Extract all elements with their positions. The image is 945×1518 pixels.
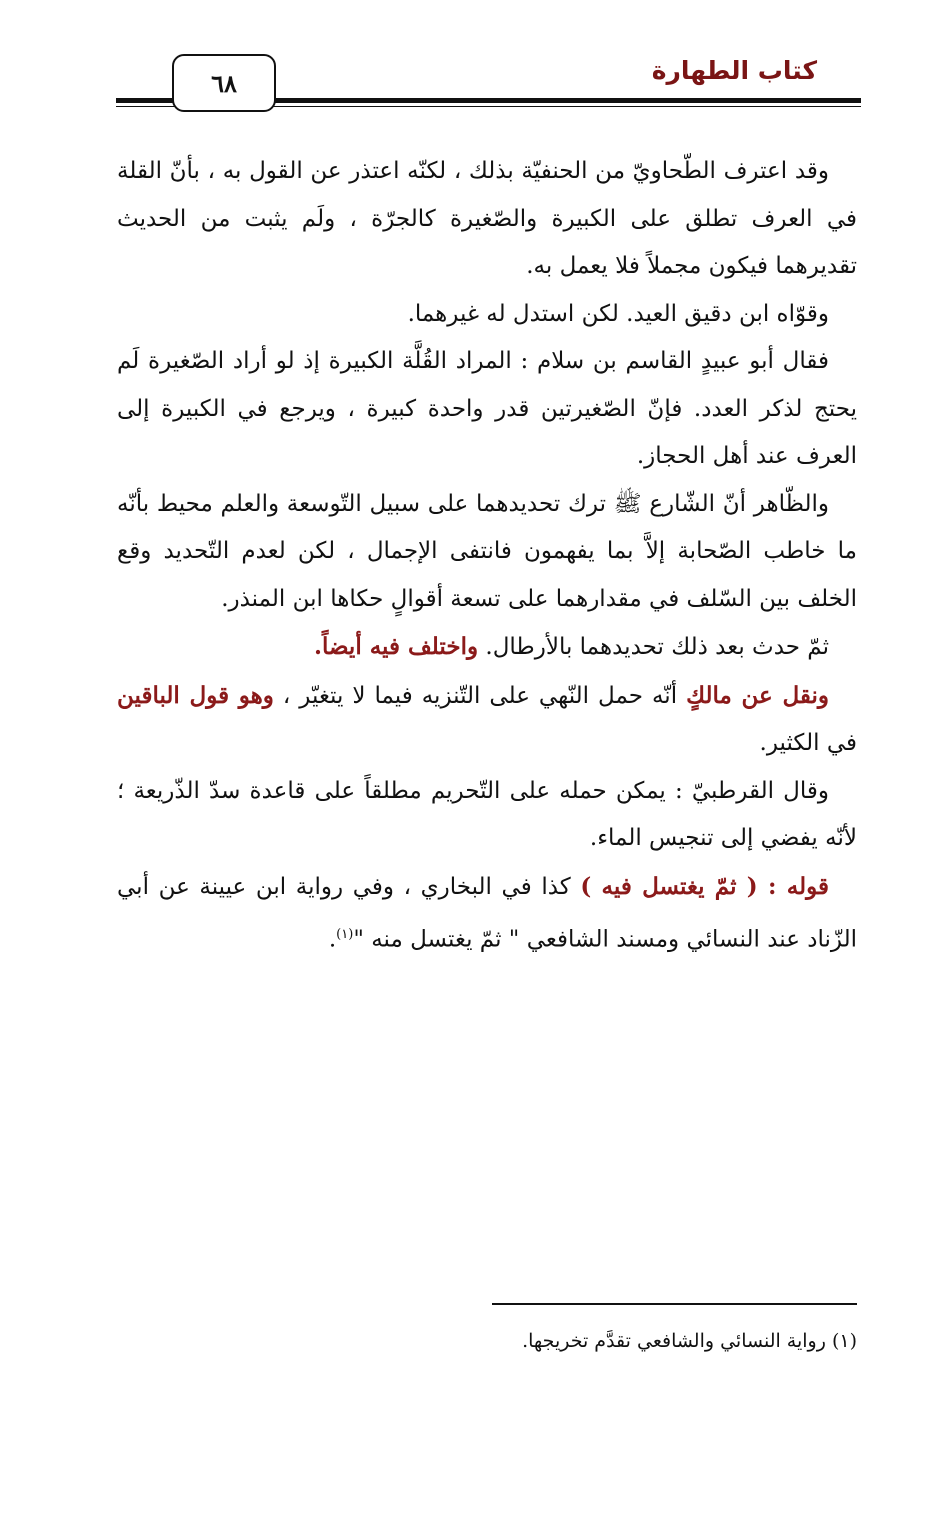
paragraph: وقوّاه ابن دقيق العيد. لكن استدل له غيرهما. (407, 300, 829, 327)
footnote-marker: (١) (336, 927, 354, 942)
plain-text: كذا في البخاري ، وفي رواية ابن عيينة عن أبي الزّناد عند النسائي ومسند الشافعي " ثمّ يغتسل منه " (117, 873, 857, 953)
highlighted-text: ونقل عن مالكٍ (686, 681, 830, 709)
highlighted-text: وهو قول الباقين (117, 681, 274, 709)
paragraph: وقد اعترف الطّحاويّ من الحنفيّة بذلك ، لكنّه اعتذر عن القول به ، بأنّ القلة في العرف تطلق على الكبيرة والصّغيرة كالجرّة ، ولَم يثبت من الحديث تقديرهما فيكون مجملاً فلا يعمل به. (117, 158, 857, 279)
plain-text: أنّه حمل النّهي على التّنزيه فيما لا يتغيّر ، (282, 682, 678, 709)
plain-text: ثمّ حدث بعد ذلك تحديدهما بالأرطال. (485, 634, 829, 660)
paragraph: فقال أبو عبيدٍ القاسم بن سلام : المراد القُلَّة الكبيرة إذ لو أراد الصّغيرة لَم يحتج لذكر العدد. فإنّ الصّغيرتين قدر واحدة كبيرة ، ويرجع في الكبيرة إلى العرف عند أهل الحجاز. (117, 348, 857, 469)
plain-text: . (328, 926, 337, 953)
plain-text: في الكثير. (759, 730, 857, 756)
chapter-title: كتاب الطهارة (651, 56, 817, 85)
paragraph (117, 863, 857, 965)
footnote-separator (492, 1303, 857, 1305)
paragraph (117, 623, 857, 672)
paragraph: والظّاهر أنّ الشّارع ﷺ ترك تحديدهما على سبيل التّوسعة والعلم محيط بأنّه ما خاطب الصّحابة إلاَّ بما يفهمون فانتفى الإجمال ، لكن لعدم التّحديد وقع الخلف بين السّلف في مقدارهما على تسعة أقوالٍ حكاها ابن المنذر. (117, 490, 857, 612)
highlighted-text: واختلف فيه أيضاً. (313, 633, 479, 660)
page-number: ٦٨ (172, 54, 276, 112)
footnote: (١) رواية النسائي والشافعي تقدَّم تخريجها. (522, 1330, 857, 1352)
page-header (116, 48, 861, 118)
highlighted-text: قوله : ( ثمّ يغتسل فيه ) (580, 872, 829, 900)
main-text (117, 148, 857, 964)
paragraph (117, 672, 857, 768)
paragraph: وقال القرطبيّ : يمكن حمله على التّحريم مطلقاً على قاعدة سدّ الذّريعة ؛ لأنّه يفضي إلى تنجيس الماء. (117, 777, 857, 851)
